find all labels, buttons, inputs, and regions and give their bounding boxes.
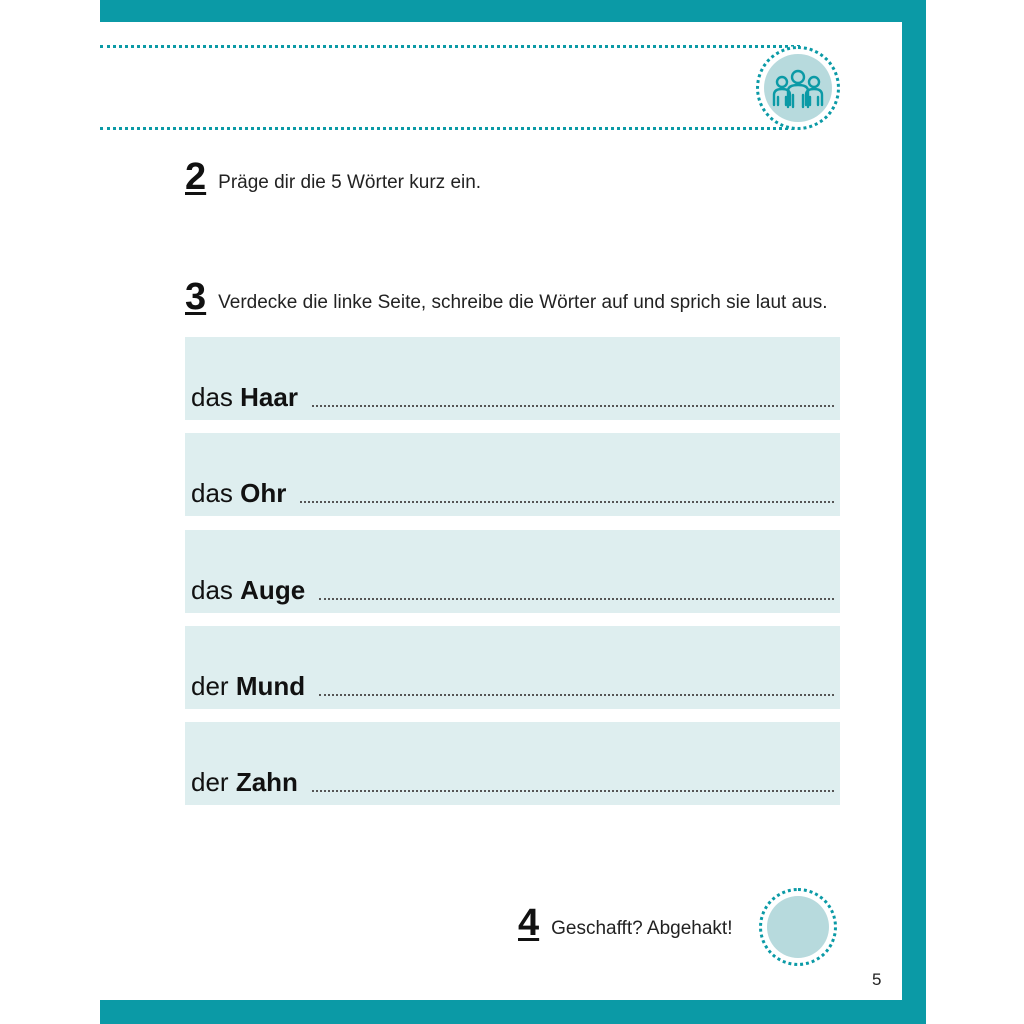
- write-line-3[interactable]: [319, 598, 834, 600]
- word-label-5: [191, 769, 298, 795]
- word-label-2: [191, 480, 286, 506]
- word-label-3: [191, 577, 305, 603]
- step-4-number: 4: [518, 902, 540, 944]
- step-3-text: Verdecke die linke Seite, schreibe die Wörter auf und sprich sie laut aus.: [218, 292, 828, 313]
- word-row-1: [185, 337, 840, 420]
- word-noun: Zahn: [235, 767, 298, 797]
- page-number: 5: [872, 970, 882, 989]
- step-3-number: 3: [185, 276, 207, 318]
- header-badge: [756, 46, 840, 130]
- top-border: [100, 0, 926, 22]
- step-2-number: 2: [185, 156, 207, 198]
- write-line-5[interactable]: [312, 790, 834, 792]
- write-line-1[interactable]: [312, 405, 834, 407]
- right-border: [902, 0, 926, 1024]
- word-article: der: [191, 767, 229, 797]
- word-article: das: [191, 575, 233, 605]
- word-noun: Mund: [235, 671, 306, 701]
- step-2: [185, 158, 481, 196]
- word-article: der: [191, 671, 229, 701]
- word-article: das: [191, 478, 233, 508]
- step-4: [518, 904, 732, 942]
- step-2-text: Präge dir die 5 Wörter kurz ein.: [218, 172, 482, 193]
- bottom-border: [100, 1000, 926, 1024]
- word-article: das: [191, 382, 233, 412]
- checkbox-circle-icon[interactable]: [759, 888, 837, 966]
- word-row-3: [185, 530, 840, 613]
- step-4-text: Geschafft? Abgehakt!: [551, 918, 733, 939]
- word-noun: Haar: [240, 382, 298, 412]
- step-3: [185, 278, 828, 316]
- word-row-2: [185, 433, 840, 516]
- word-label-4: [191, 673, 305, 699]
- write-line-2[interactable]: [300, 501, 834, 503]
- people-group-icon: [764, 54, 832, 122]
- word-label-1: [191, 384, 298, 410]
- word-row-5: [185, 722, 840, 805]
- word-noun: Auge: [240, 575, 306, 605]
- header-dotted-line-top: [100, 45, 800, 48]
- header-dotted-line-bottom: [100, 127, 800, 130]
- word-noun: Ohr: [240, 478, 287, 508]
- write-line-4[interactable]: [319, 694, 834, 696]
- word-row-4: [185, 626, 840, 709]
- checkbox-circle-fill: [767, 896, 829, 958]
